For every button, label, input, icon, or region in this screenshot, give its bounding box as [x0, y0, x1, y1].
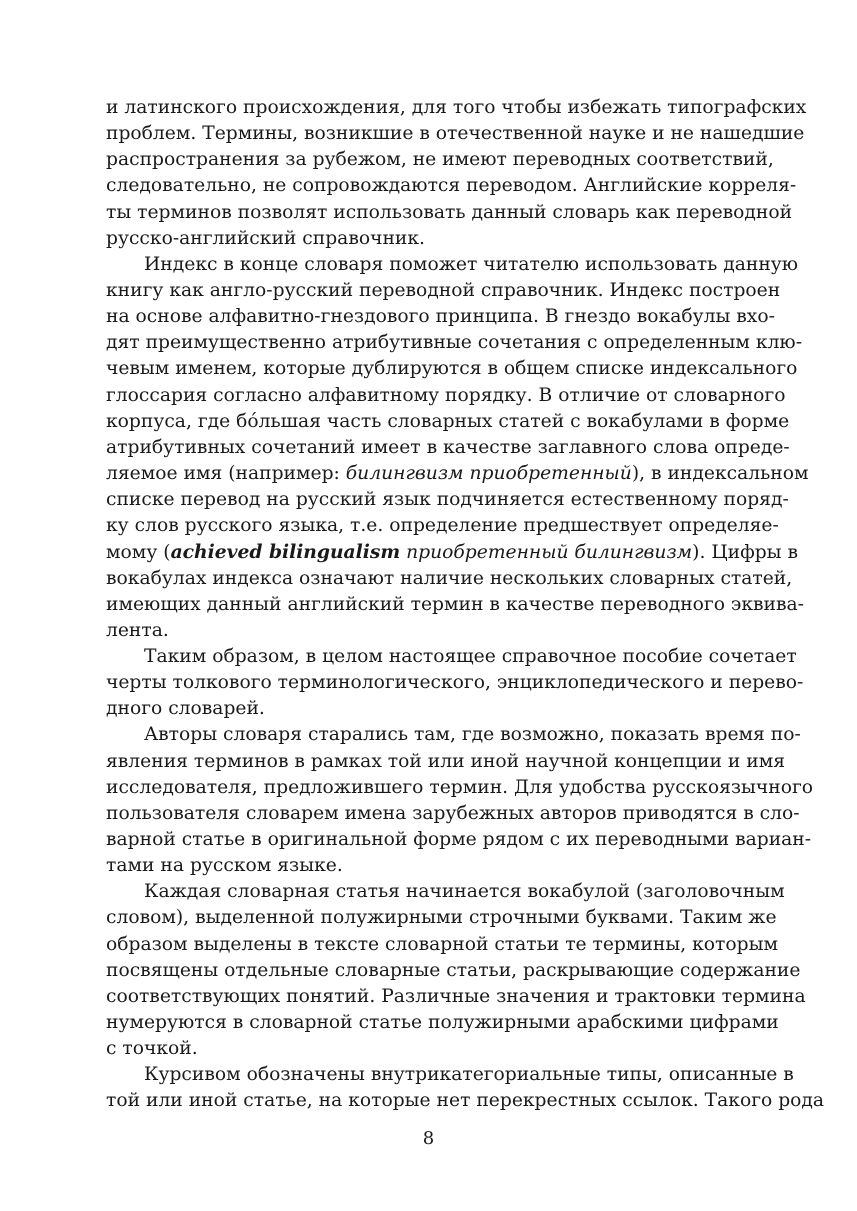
text-run: с точкой. — [106, 1038, 198, 1060]
text-run: Индекс в конце словаря поможет читателю использовать данную — [144, 253, 799, 275]
text-run: исследователя, предложившего термин. Для удобства русскоязычного — [106, 776, 814, 798]
text-run: Курсивом обозначены внутрикатегориальные типы, описанные в — [144, 1064, 794, 1086]
text-line — [106, 513, 779, 539]
text-run: вокабулах индекса означают наличие нескольких словарных статей, — [106, 567, 793, 589]
text-line — [106, 1010, 779, 1036]
text-run: тами на русском языке. — [106, 855, 343, 877]
text-line — [106, 304, 775, 330]
text-line — [106, 356, 798, 382]
text-line — [106, 252, 799, 278]
text-run: атрибутивных сочетаний имеет в качестве заглавного слова опреде- — [106, 436, 790, 458]
text-line — [106, 1036, 768, 1062]
text-run: явления терминов в рамках той или иной научной концепции и имя — [106, 750, 786, 772]
text-run: Каждая словарная статья начинается вокабулой (заголовочным — [144, 881, 785, 903]
paragraph — [106, 1062, 825, 1114]
text-line — [106, 775, 814, 801]
text-run: образом выделены в тексте словарной статьи те термины, которым — [106, 933, 778, 955]
text-run: варной статье в оригинальной форме рядом с их переводными вариан- — [106, 828, 812, 850]
text-run: чевым именем, которые дублируются в общем списке индексального — [106, 358, 798, 380]
text-line — [106, 1088, 825, 1114]
text-run: посвящены отдельные словарные статьи, раскрывающие содержание — [106, 959, 801, 981]
text-run: ). Цифры в — [692, 542, 799, 564]
text-run: на основе алфавитно-гнездового принципа. В гнездо вокабулы вхо- — [106, 306, 775, 328]
text-run: дного словарей. — [106, 698, 265, 720]
text-run: имеющих данный английский термин в качестве переводного эквива- — [106, 593, 804, 615]
text-line — [106, 409, 790, 435]
text-line — [106, 879, 785, 905]
text-run: ), в индексальном — [631, 462, 809, 484]
text-line — [106, 539, 799, 565]
paragraph — [106, 252, 809, 644]
text-line — [106, 984, 806, 1010]
text-line — [106, 618, 768, 644]
paragraph — [106, 95, 807, 252]
text-line — [106, 801, 800, 827]
italic-term: приобретенный билингвизм — [406, 542, 693, 564]
text-run: нумеруются в словарной статье полужирными арабскими цифрами — [106, 1011, 779, 1033]
page-body — [106, 95, 825, 1114]
text-line — [106, 330, 803, 356]
text-run: соответствующих понятий. Различные значения и трактовки термина — [106, 985, 806, 1007]
text-line — [106, 435, 790, 461]
text-run: книгу как англо-русский переводной справочник. Индекс построен — [106, 279, 781, 301]
text-run: ляемое имя (например: — [106, 462, 346, 484]
text-line — [106, 1062, 794, 1088]
text-run: Авторы словаря старались там, где возможно, показать время по- — [144, 724, 801, 746]
italic-term: билингвизм приобретенный — [345, 462, 632, 484]
text-line — [106, 461, 809, 487]
text-run: мому ( — [106, 542, 171, 564]
text-line — [106, 905, 777, 931]
text-line — [106, 670, 804, 696]
text-line — [106, 827, 812, 853]
page-number: 8 — [422, 1128, 435, 1149]
text-line — [106, 383, 786, 409]
text-run: ты терминов позволят использовать данный словарь как переводной — [106, 201, 793, 223]
text-line — [106, 722, 801, 748]
text-line — [106, 932, 778, 958]
text-run: глоссария согласно алфавитному порядку. В отличие от словарного — [106, 384, 786, 406]
text-line — [106, 95, 807, 121]
text-run: пользователя словарем имена зарубежных авторов приводятся в сло- — [106, 802, 800, 824]
text-run: той или иной статье, на которые нет перекрестных ссылок. Такого рода — [106, 1090, 825, 1112]
text-line — [106, 958, 801, 984]
text-line — [106, 696, 768, 722]
text-line — [106, 226, 768, 252]
text-line — [106, 147, 774, 173]
text-run: и латинского происхождения, для того чтобы избежать типографских — [106, 97, 807, 118]
paragraph — [106, 722, 814, 879]
text-line — [106, 487, 789, 513]
text-run: черты толкового терминологического, энциклопедического и перево- — [106, 672, 804, 694]
text-run: Таким образом, в целом настоящее справочное пособие сочетает — [144, 645, 797, 667]
text-line — [106, 592, 804, 618]
text-run: словом), выделенной полужирными строчными буквами. Таким же — [106, 907, 777, 929]
text-run: корпуса, где бóльшая часть словарных статей с вокабулами в форме — [106, 410, 790, 432]
text-run: распространения за рубежом, не имеют переводных соответствий, — [106, 149, 774, 171]
text-run: проблем. Термины, возникшие в отечественной науке и не нашедшие — [106, 123, 805, 145]
text-line — [106, 566, 793, 592]
paragraph — [106, 879, 806, 1062]
text-run: списке перевод на русский язык подчиняется естественному поряд- — [106, 489, 789, 511]
bold-italic-term: achieved bilingualism — [170, 541, 401, 564]
text-run: следовательно, не сопровождаются переводом. Английские корреля- — [106, 175, 797, 197]
text-line — [106, 278, 781, 304]
text-run: русско-английский справочник. — [106, 227, 425, 249]
paragraph — [106, 644, 804, 722]
text-run: дят преимущественно атрибутивные сочетания с определенным клю- — [106, 332, 803, 354]
text-line — [106, 644, 797, 670]
text-line — [106, 121, 805, 147]
text-run: лента. — [106, 619, 169, 641]
text-line — [106, 749, 786, 775]
text-line — [106, 853, 768, 879]
text-line — [106, 173, 797, 199]
text-run: ку слов русского языка, т.е. определение предшествует определяе- — [106, 515, 779, 537]
text-line — [106, 200, 793, 226]
